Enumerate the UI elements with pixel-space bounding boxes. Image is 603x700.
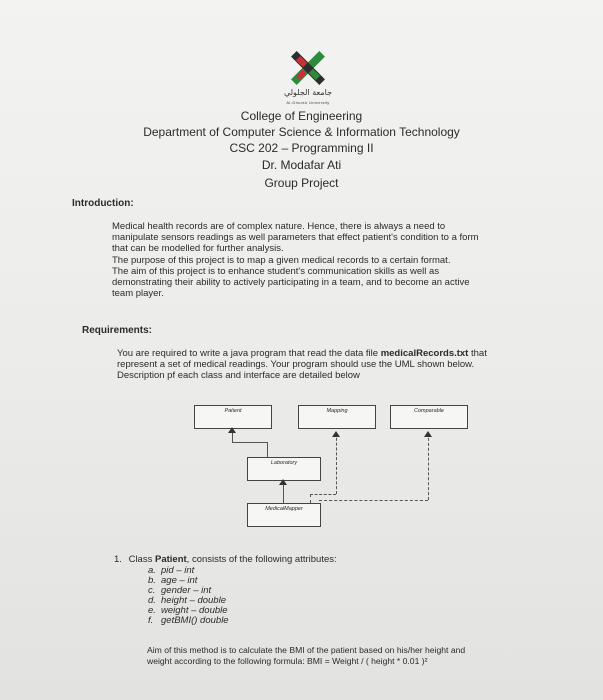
data-file-name: medicalRecords.txt (380, 348, 469, 359)
attribute-item (148, 616, 229, 626)
uml-class-patient (194, 405, 272, 429)
attribute-text: height – double (161, 595, 226, 606)
class-patient-suffix: , consists of the following attributes: (186, 554, 337, 565)
bmi-formula-line: weight according to the following formula: BMI = Weight / ( height * 0.01 )² (147, 655, 428, 666)
requirements-line: represent a set of medical readings. Your program should use the UML shown below. (117, 359, 475, 371)
attribute-text: pid – int (161, 565, 195, 576)
patient-attribute-list (148, 566, 229, 626)
introduction-line: The purpose of this project is to map a given medical records to a certain format. (112, 254, 451, 266)
logo-arabic-text: جامعة الجلولي (283, 88, 333, 97)
introduction-line: demonstrating their ability to actively participating in a team, and to become an active (112, 277, 470, 289)
university-logo (268, 46, 348, 108)
uml-realization-arrow (332, 431, 340, 437)
attribute-text: getBMI() double (161, 615, 229, 626)
attribute-letter: a. (148, 565, 156, 576)
list-number: 1. (114, 554, 122, 565)
uml-connector (232, 433, 233, 442)
uml-interface-comparable-label: Comparable (414, 408, 444, 414)
requirements-heading: Requirements: (82, 325, 153, 336)
project-title: Group Project (264, 176, 339, 190)
class-patient-heading (114, 554, 337, 565)
college-title: College of Engineering (240, 109, 363, 123)
department-title: Department of Computer Science & Information Technology (143, 125, 460, 139)
attribute-text: gender – int (161, 585, 212, 596)
uml-interface-comparable (390, 405, 468, 429)
logo-english-text: Al-Ghurair University (286, 100, 330, 105)
introduction-line: that can be modelled for further analysis. (112, 243, 284, 255)
uml-class-patient-label: Patient (224, 408, 242, 414)
uml-connector (428, 433, 429, 500)
introduction-line: Medical health records are of complex nature. Hence, there is always a need to (112, 221, 446, 232)
introduction-line: The aim of this project is to enhance student's communication skills as well as (112, 265, 440, 277)
attribute-letter: d. (148, 595, 156, 606)
attribute-text: weight – double (161, 605, 228, 616)
uml-class-laboratory-label: Laboratory (270, 460, 298, 466)
requirements-line (117, 348, 487, 359)
uml-class-medicalmapper (247, 503, 321, 527)
course-title: CSC 202 – Programming II (229, 141, 374, 155)
instructor-name: Dr. Modafar Ati (261, 158, 342, 172)
uml-interface-mapping (298, 405, 376, 429)
requirements-line1-prefix: You are required to write a java program that read the data file (117, 348, 381, 359)
university-logo-mark (268, 46, 348, 108)
uml-connector (310, 494, 336, 495)
uml-interface-mapping-label: Mapping (326, 408, 348, 414)
attribute-letter: f. (148, 615, 154, 626)
bmi-description (147, 645, 465, 666)
uml-inheritance-arrow (279, 479, 287, 485)
uml-inheritance-arrow (228, 427, 236, 433)
uml-connector (319, 500, 428, 501)
attribute-letter: b. (148, 575, 156, 586)
class-name-patient: Patient (154, 554, 187, 565)
uml-class-medicalmapper-label: MedicalMapper (265, 506, 303, 512)
requirements-paragraph (117, 348, 487, 382)
uml-connector (310, 494, 311, 503)
class-patient-prefix: Class (128, 554, 155, 565)
introduction-line: team player. (112, 288, 164, 300)
introduction-heading: Introduction: (72, 198, 134, 209)
uml-class-laboratory (247, 457, 321, 481)
uml-connector (283, 485, 284, 503)
requirements-line1-suffix: that (468, 348, 487, 359)
introduction-line: manipulate sensors readings as well parameters that effect patient's condition to a form (112, 232, 479, 244)
introduction-paragraph (112, 221, 479, 299)
attribute-letter: e. (148, 605, 156, 616)
bmi-description-line: Aim of this method is to calculate the BMI of the patient based on his/her height and (147, 645, 466, 655)
attribute-letter: c. (148, 585, 156, 596)
requirements-line: Description pf each class and interface are detailed below (117, 370, 360, 382)
attribute-text: age – int (161, 575, 198, 586)
uml-realization-arrow (424, 431, 432, 437)
uml-connector (336, 433, 337, 494)
uml-connector (232, 442, 267, 443)
uml-connector (267, 442, 268, 457)
